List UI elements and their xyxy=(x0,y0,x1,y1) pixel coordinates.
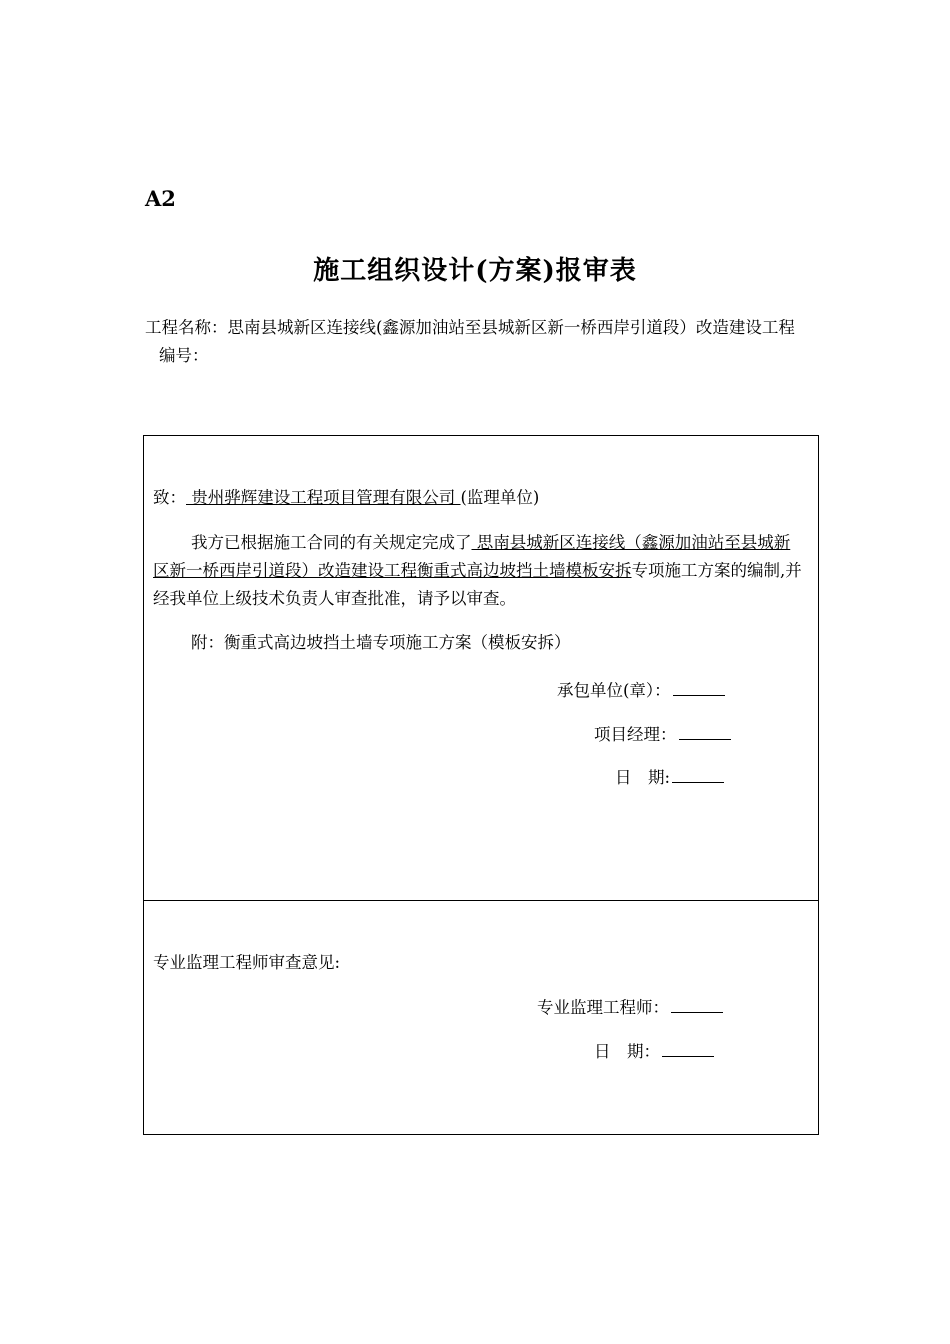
engineer-label: 专业监理工程师： xyxy=(537,998,669,1017)
project-name-label: 工程名称： xyxy=(145,318,228,337)
review-date xyxy=(594,1038,714,1062)
contractor-signature xyxy=(557,677,725,701)
engineer-blank xyxy=(671,997,723,1013)
submission-body xyxy=(153,529,803,613)
form-code: A2 xyxy=(145,186,176,211)
manager-label: 项目经理： xyxy=(594,725,677,744)
contractor-label: 承包单位(章）： xyxy=(557,681,671,700)
unit-suffix: (监理单位) xyxy=(460,488,540,507)
review-date-blank xyxy=(662,1041,714,1057)
addressee-line xyxy=(153,484,803,512)
review-opinion-label: 专业监理工程师审查意见: xyxy=(153,953,341,972)
manager-signature xyxy=(594,721,731,745)
contractor-blank xyxy=(673,680,725,696)
submission-date-blank xyxy=(672,767,724,783)
body-prefix: 我方已根据施工合同的有关规定完成了 xyxy=(191,533,472,552)
approval-form xyxy=(143,435,819,1135)
form-number-label: 编号： xyxy=(159,346,209,365)
engineer-signature xyxy=(537,994,723,1018)
attachment-line: 附：衡重式高边坡挡土墙专项施工方案（模板安拆） xyxy=(191,633,571,652)
body-project: 思南县城新区连接线（鑫源加油站至县城新区新一桥西岸引道段）改造建设工程衡重式高边坡挡土墙模板安拆 xyxy=(153,533,791,580)
to-label: 致： xyxy=(153,488,186,507)
project-info xyxy=(145,314,805,370)
submission-date-label: 日 期: xyxy=(615,768,671,787)
submission-date xyxy=(615,764,724,788)
review-date-label: 日 期： xyxy=(594,1042,660,1061)
project-name: 思南县城新区连接线(鑫源加油站至县城新区新一桥西岸引道段）改造建设工程 xyxy=(227,318,795,337)
body-suffix: 专项施工方案的编制,并经我单位上级技术负责人审查批准，请予以审查。 xyxy=(153,561,802,608)
manager-blank xyxy=(679,724,731,740)
review-section xyxy=(144,901,818,1134)
page-title: 施工组织设计(方案)报审表 xyxy=(313,256,637,286)
supervision-unit: 贵州骅辉建设工程项目管理有限公司 xyxy=(186,488,461,507)
submission-section xyxy=(144,436,818,901)
